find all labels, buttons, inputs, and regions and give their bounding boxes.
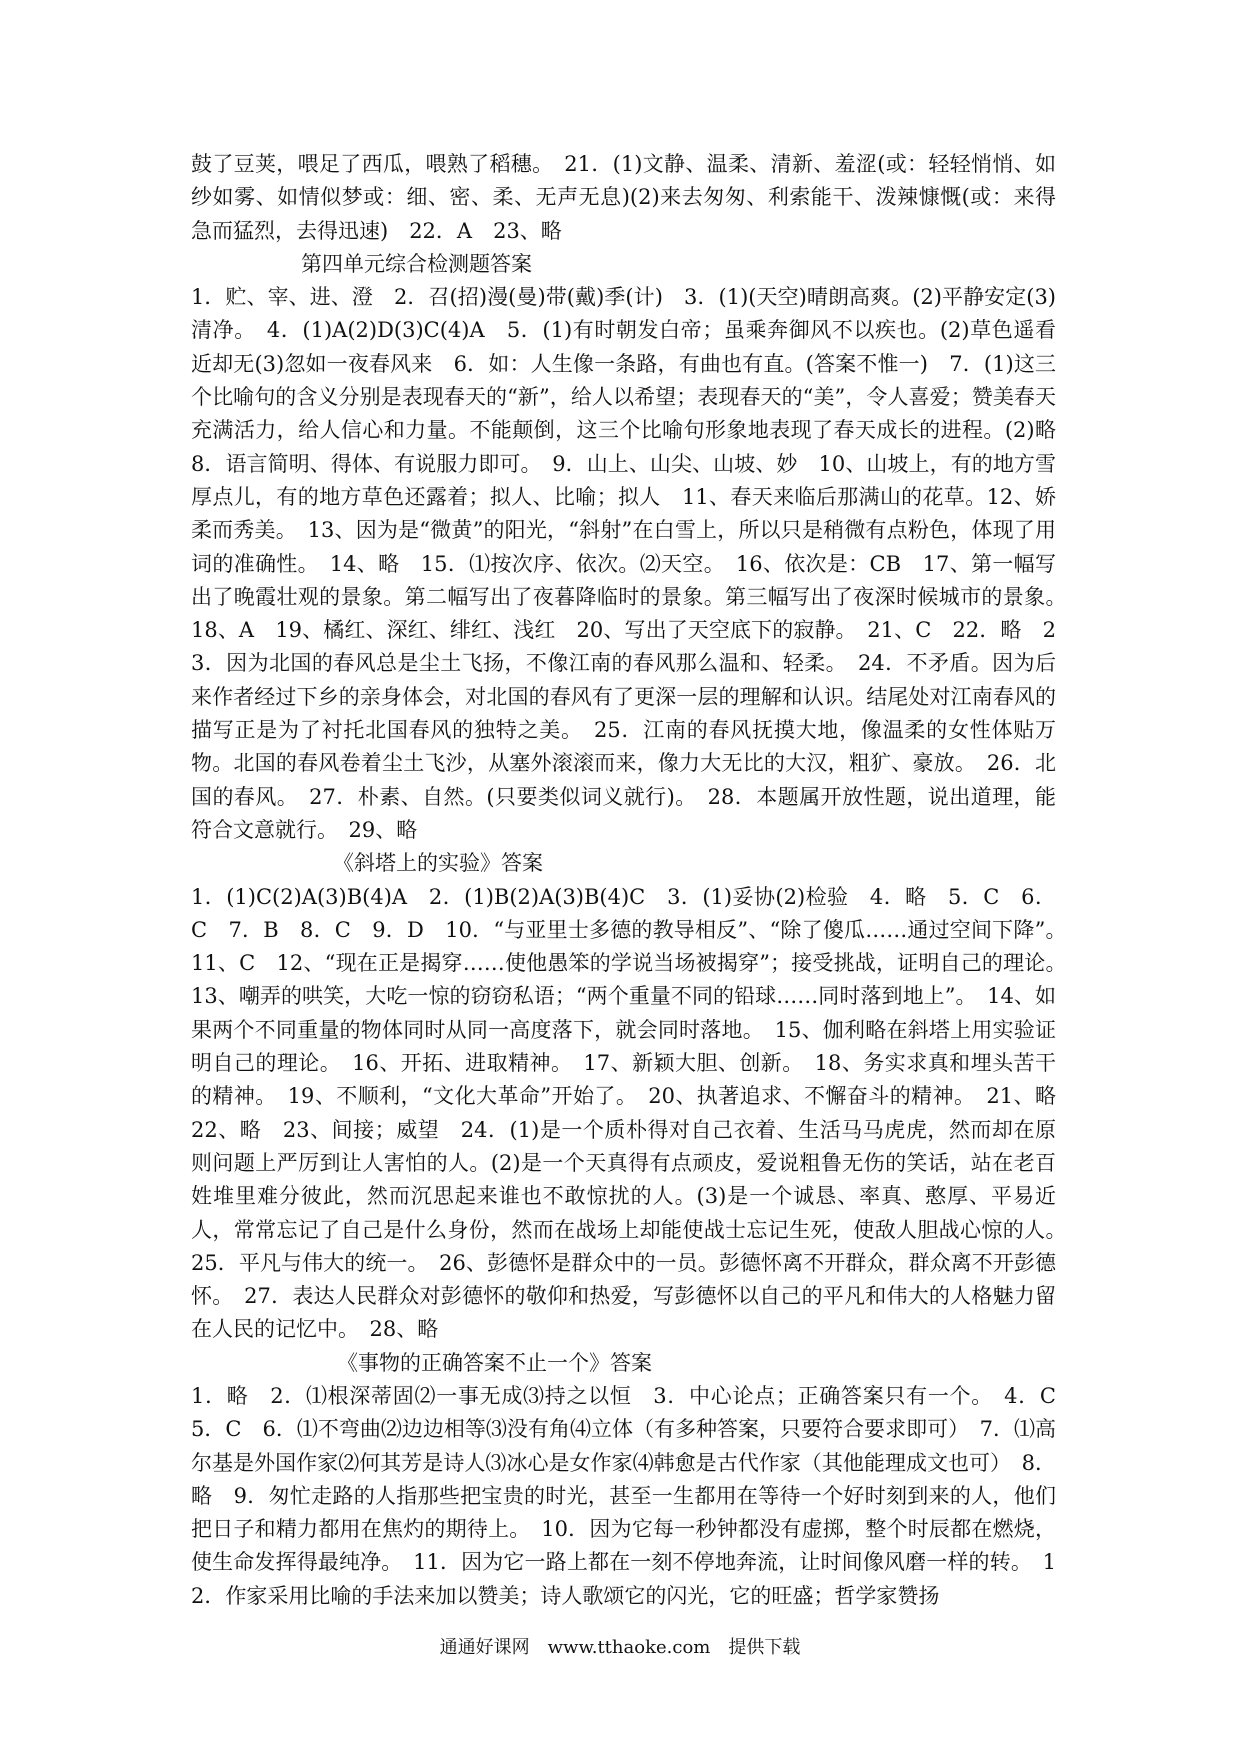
section-title-unit4: 第四单元综合检测题答案 [301,251,532,276]
section-title-leaning-tower: 《斜塔上的实验》答案 [333,851,543,876]
intro-paragraph: 鼓了豆荚，喂足了西瓜，喂熟了稻穗。 21．(1)文静、温柔、清新、羞涩(或：轻轻悄悄、如纱如雾、如情似梦或：细、密、柔、无声无息)(2)来去匆匆、利索能干、泼辣慷慨(或：来得急而猛烈，去得迅速) 22．A 23、略 [191,152,1056,243]
section-body-leaning-tower: 1．(1)C(2)A(3)B(4)A 2．(1)B(2)A(3)B(4)C 3．(1)妥协(2)检验 4．略 5．C 6．C 7．B 8．C 9．D 10．“与亚里士多德的教导相反”、“除了傻瓜……通过空间下降”。 11、C 12、“现在正是揭穿……使他愚笨的学说当场被揭穿”；接受挑战，证明自己的理论。 13、嘲弄的哄笑，大吃一惊的窃窃私语；“两个重量不同的铅球……同时落到地上”。 14、如果两个不同重量的物体同时从同一高度落下，就会同时落地。 15、伽利略在斜塔上用实验证明自己的理论。 16、开拓、进取精神。 17、新颖大胆、创新。 18、务实求真和埋头苦干的精神。 19、不顺利，“文化大革命”开始了。 20、执著追求、不懈奋斗的精神。 21、略 22、略 23、间接；威望 24．(1)是一个质朴得对自己衣着、生活马马虎虎，然而却在原则问题上严厉到让人害怕的人。(2)是一个天真得有点顽皮，爱说粗鲁无伤的笑话，站在老百姓堆里难分彼此，然而沉思起来谁也不敢惊扰的人。(3)是一个诚恳、率真、憨厚、平易近人，常常忘记了自己是什么身份，然而在战场上却能使战士忘记生死，使敌人胆战心惊的人。 25．平凡与伟大的统一。 26、彭德怀是群众中的一员。彭德怀离不开群众，群众离不开彭德怀。 27．表达人民群众对彭德怀的敬仰和热爱，写彭德怀以自己的平凡和伟大的人格魅力留在人民的记忆中。 28、略 [191,884,1077,1342]
section-body-correct-answer: 1．略 2．⑴根深蒂固⑵一事无成⑶持之以恒 3．中心论点；正确答案只有一个。 4．C 5．C 6．⑴不弯曲⑵边边相等⑶没有角⑷立体（有多种答案，只要符合要求即可） 7．⑴高尔基是外国作家⑵何其芳是诗人⑶冰心是女作家⑷韩愈是古代作家（其他能理成文也可） 8．略 9．匆忙走路的人指那些把宝贵的时光，甚至一生都用在等待一个好时刻到来的人，他们把日子和精力都用在焦灼的期待上。 10．因为它每一秒钟都没有虚掷，整个时辰都在燃烧，使生命发挥得最纯净。 11．因为它一路上都在一刻不停地奔流，让时间像风磨一样的转。 12．作家采用比喻的手法来加以赞美；诗人歌颂它的闪光，它的旺盛；哲学家赞扬 [191,1383,1077,1608]
section-title-correct-answer: 《事物的正确答案不止一个》答案 [337,1350,652,1375]
document-page [191,148,1077,1613]
section-body-unit4: 1．贮、宰、进、澄 2．召(招)漫(曼)带(戴)季(计) 3．(1)(天空)晴朗高爽。(2)平静安定(3)清净。 4．(1)A(2)D(3)C(4)A 5．(1)有时朝发白帝；虽乘奔御风不以疾也。(2)草色遥看近却无(3)忽如一夜春风来 6．如：人生像一条路，有曲也有直。(答案不惟一) 7．(1)这三个比喻句的含义分别是表现春天的“新”，给人以希望；表现春天的“美”，令人喜爱；赞美春天充满活力，给人信心和力量。不能颠倒，这三个比喻句形象地表现了春天成长的进程。(2)略 8．语言简明、得体、有说服力即可。 9．山上、山尖、山坡、妙 10、山坡上，有的地方雪厚点儿，有的地方草色还露着；拟人、比喻；拟人 11、春天来临后那满山的花草。12、娇柔而秀美。 13、因为是“微黄”的阳光，“斜射”在白雪上，所以只是稍微有点粉色，体现了用词的准确性。 14、略 15．⑴按次序、依次。⑵天空。 16、依次是：CB 17、第一幅写出了晚霞壮观的景象。第二幅写出了夜暮降临时的景象。第三幅写出了夜深时候城市的景象。 18、A 19、橘红、深红、绯红、浅红 20、写出了天空底下的寂静。 21、C 22．略 23．因为北国的春风总是尘土飞扬，不像江南的春风那么温和、轻柔。 24．不矛盾。因为后来作者经过下乡的亲身体会，对北国的春风有了更深一层的理解和认识。结尾处对江南春风的描写正是为了衬托北国春风的独特之美。 25．江南的春风抚摸大地，像温柔的女性体贴万物。北国的春风卷着尘土飞沙，从塞外滚滚而来，像力大无比的大汉，粗犷、豪放。 26．北国的春风。 27．朴素、自然。(只要类似词义就行)。 28．本题属开放性题，说出道理，能符合文意就行。 29、略 [191,285,1077,842]
page-footer: 通通好课网 www.tthaoke.com 提供下载 [439,1637,801,1658]
